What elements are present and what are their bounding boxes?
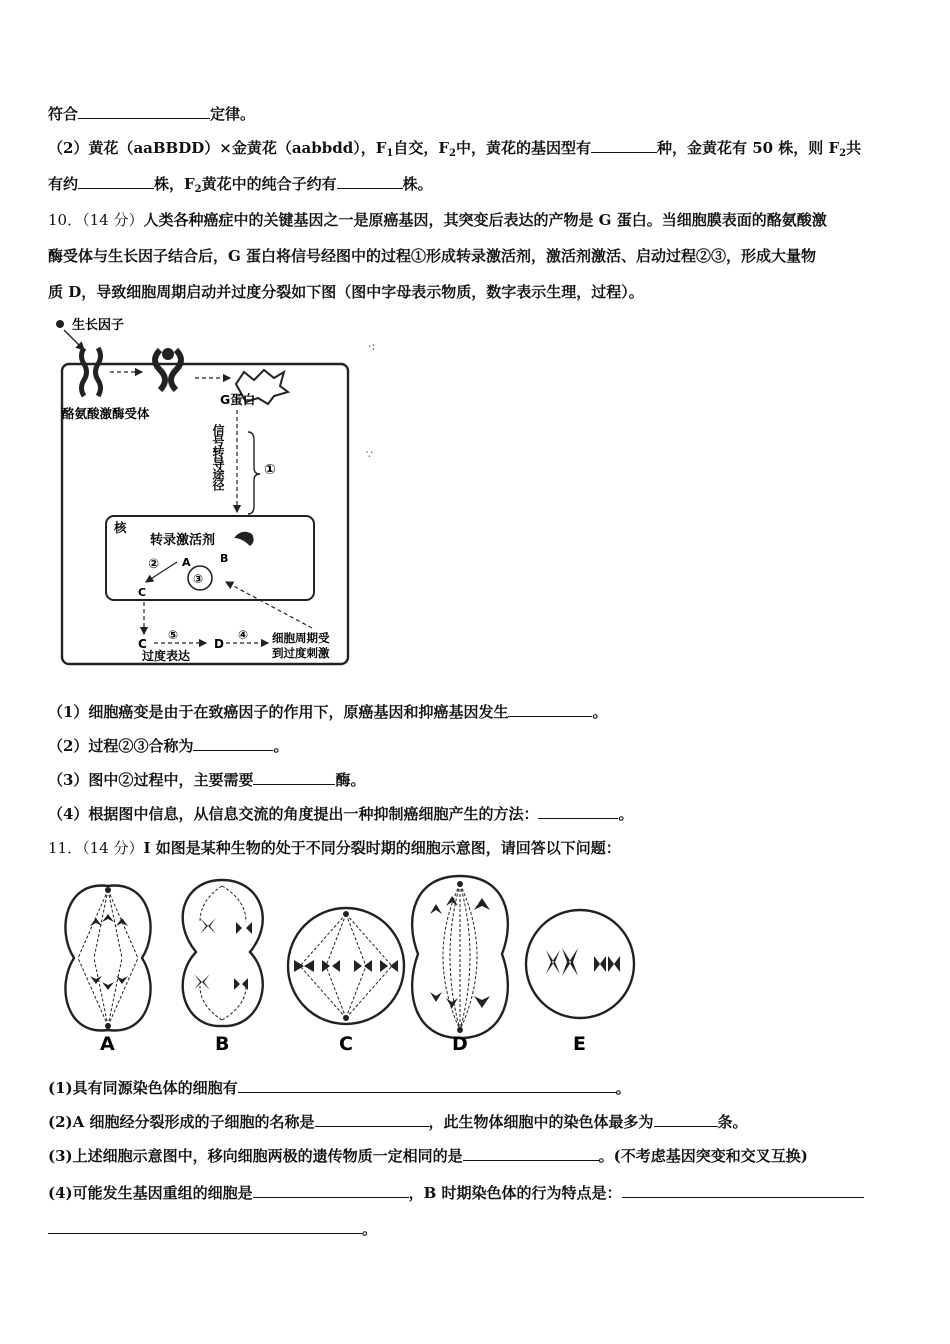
q11-blank-3[interactable] <box>463 1146 599 1161</box>
q10-sub2-text: （2）过程②③合称为 <box>48 737 194 755</box>
q10-blank-4[interactable] <box>538 804 618 819</box>
label-step1: ① <box>264 462 276 478</box>
q11-sub4-a: (4)可能发生基因重组的细胞是 <box>48 1184 253 1202</box>
q9-p2-sub1: 1 <box>386 148 394 159</box>
label-step3: ③ <box>193 572 204 586</box>
label-signal-path: 信号转导途径 <box>211 424 225 490</box>
label-c: C <box>138 637 147 651</box>
q11-sub3-text: (3)上述细胞示意图中，移向细胞两极的遗传物质一定相同的是 <box>48 1147 463 1165</box>
q11-sub5-end: 。 <box>362 1220 378 1238</box>
label-b: B <box>220 552 229 565</box>
cell-label-c: C <box>339 1033 353 1055</box>
q11-sub1-text: (1)具有同源染色体的细胞有 <box>48 1079 238 1097</box>
q10-stem-line3: 质 D，导致细胞周期启动并过度分裂如下图（图中字母表示物质，数字表示生理，过程）。 <box>48 283 644 301</box>
label-cycle-1: 细胞周期受 <box>272 631 330 645</box>
q9-p2-a: （2）黄花（aaBBDD）×金黄花（aabbdd），F <box>48 139 387 157</box>
receptor-icon <box>82 348 101 396</box>
q10-blank-3[interactable] <box>253 770 335 785</box>
label-overexpress: 过度表达 <box>142 649 191 663</box>
label-d: D <box>214 637 224 651</box>
svg-text:·:: ·: <box>368 340 376 353</box>
q9-p2-b: 自交，F <box>393 139 449 157</box>
cell-label-d: D <box>452 1033 468 1055</box>
cell-division-figure <box>50 870 650 1060</box>
label-a: A <box>182 556 191 569</box>
q9-part3 <box>48 174 433 194</box>
svg-text:∵: ∵ <box>366 448 373 461</box>
q10-blank-1[interactable] <box>508 702 592 717</box>
q9-blank-genotypes[interactable] <box>591 138 657 153</box>
q11-blank-1[interactable] <box>238 1078 616 1093</box>
q9-part2 <box>48 138 861 158</box>
q9-blank-pure[interactable] <box>337 174 403 189</box>
q9-blank-count[interactable] <box>78 174 154 189</box>
q11-score: （14 分） <box>82 839 144 857</box>
q9-p3-a: 有约 <box>48 175 79 193</box>
q9-p2-c: 中，黄花的基因型有 <box>455 139 591 157</box>
q9-p2-e: 共 <box>846 139 862 157</box>
q11-number: 11． <box>48 839 83 857</box>
q11-sub2-a: (2)A 细胞经分裂形成的子细胞的名称是 <box>48 1113 315 1131</box>
label-activator: 转录激活剂 <box>150 533 216 548</box>
label-receptor: 酪氨酸激酶受体 <box>62 406 150 421</box>
q10-sub1-end: 。 <box>592 703 608 721</box>
q11-blank-4b[interactable] <box>622 1183 864 1198</box>
label-g-protein: G蛋白 <box>220 392 256 407</box>
cell-c <box>288 908 404 1024</box>
label-nucleus: 核 <box>114 520 127 535</box>
q10-blank-2[interactable] <box>193 736 273 751</box>
q10-sub4 <box>48 804 633 824</box>
q11-sub2-b: ，此生物体细胞中的染色体最多为 <box>428 1113 654 1131</box>
cell-label-e: E <box>573 1033 586 1055</box>
q11-sub3 <box>48 1146 808 1166</box>
cell-division-svg <box>50 870 650 1060</box>
cell-d <box>412 876 508 1038</box>
q9-p3-d: 株。 <box>402 175 433 193</box>
label-step5: ⑤ <box>168 628 179 642</box>
q9-p3-c: 黄花中的纯合子约有 <box>201 175 337 193</box>
q11-blank-2b[interactable] <box>654 1112 718 1127</box>
q11-sub2 <box>48 1112 748 1132</box>
cell-label-a: A <box>100 1033 115 1055</box>
signal-pathway-svg <box>50 312 390 672</box>
q9-p3-sub: 2 <box>194 184 202 195</box>
cell-label-b: B <box>215 1033 230 1055</box>
q9-p2-sub3: 2 <box>839 148 847 159</box>
q11-sub5 <box>48 1219 377 1239</box>
q10-sub3-text: （3）图中②过程中，主要需要 <box>48 771 254 789</box>
q9-p2-d: 种，金黄花有 50 株，则 F <box>656 139 840 157</box>
q10-score: （14 分） <box>82 211 144 229</box>
cell-a <box>65 886 150 1031</box>
q11-sub4-b: ，B 时期染色体的行为特点是： <box>408 1184 622 1202</box>
q10-sub2 <box>48 736 288 756</box>
growth-factor-icon <box>56 320 64 328</box>
q10-sub2-end: 。 <box>273 737 289 755</box>
q10-sub3-end: 酶。 <box>335 771 366 789</box>
q9-line1-end: 定律。 <box>210 105 256 123</box>
label-step4: ④ <box>238 628 249 642</box>
q10-sub4-text: （4）根据图中信息，从信息交流的角度提出一种抑制癌细胞产生的方法： <box>48 805 539 823</box>
q10-number: 10． <box>48 211 83 229</box>
q10-sub1-text: （1）细胞癌变是由于在致癌因子的作用下，原癌基因和抑癌基因发生 <box>48 703 509 721</box>
q10-stem-line2: 酶受体与生长因子结合后，G 蛋白将信号经图中的过程①形成转录激活剂，激活剂激活、启动过程②③，形成大量物 <box>48 247 817 265</box>
activated-receptor-icon <box>155 348 181 390</box>
label-growth-factor: 生长因子 <box>72 318 125 333</box>
q11-sub1-end: 。 <box>615 1079 631 1097</box>
label-c-nucleus: C <box>138 586 147 599</box>
q11-sub4 <box>48 1183 864 1203</box>
q9-p2-sub2: 2 <box>448 148 456 159</box>
label-step2: ② <box>148 557 160 572</box>
q11-blank-4a[interactable] <box>253 1183 409 1198</box>
q11-stem-text: I 如图是某种生物的处于不同分裂时期的细胞示意图，请回答以下问题： <box>143 839 621 857</box>
q11-blank-5[interactable] <box>48 1219 362 1234</box>
q11-sub2-c: 条。 <box>717 1113 748 1131</box>
q11-blank-2a[interactable] <box>315 1112 429 1127</box>
cell-e <box>526 910 634 1018</box>
q9-line1 <box>48 104 255 124</box>
label-cycle-2: 到过度刺激 <box>272 646 330 660</box>
activator-icon <box>234 532 254 546</box>
q9-line1-text: 符合 <box>48 105 79 123</box>
q11-sub1 <box>48 1078 631 1098</box>
q10-stem-text1: 人类各种癌症中的关键基因之一是原癌基因，其突变后表达的产物是 G 蛋白。当细胞膜表面的酪氨酸激 <box>143 211 827 229</box>
signal-pathway-figure <box>50 312 390 672</box>
q10-stem-line1 <box>48 210 827 230</box>
q10-sub3 <box>48 770 365 790</box>
q10-sub1 <box>48 702 607 722</box>
q9-p3-b: 株，F <box>154 175 195 193</box>
cell-b <box>183 880 263 1026</box>
q9-blank-law[interactable] <box>78 104 210 119</box>
q11-sub3-end: 。(不考虑基因突变和交叉互换) <box>598 1147 808 1165</box>
q11-stem <box>48 838 621 858</box>
q10-sub4-end: 。 <box>618 805 634 823</box>
